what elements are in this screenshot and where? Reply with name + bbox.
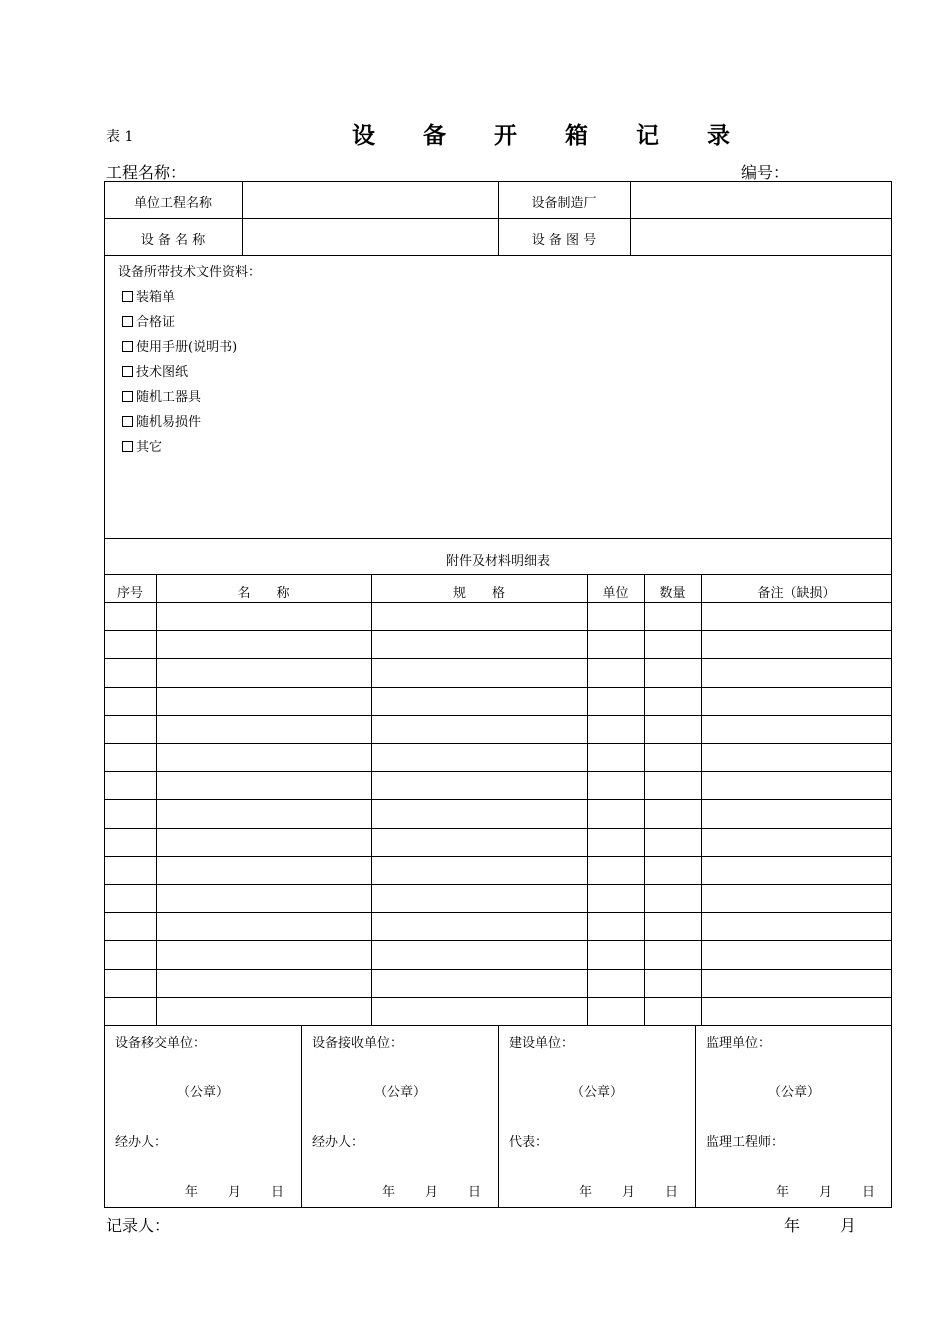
table-number: 表 1 [106,129,134,145]
sign-date: 年 月 日 [382,1185,482,1200]
doc-item-tools: 随机工器具 [118,385,261,410]
divider [644,574,645,1026]
signature-transfer-unit [105,1026,301,1208]
table-row [104,856,892,857]
doc-item-packing-list: 装箱单 [118,285,261,310]
divider [104,255,892,256]
project-name-label: 工程名称： [106,163,187,182]
unit-label: 设备移交单位： [115,1036,207,1051]
record-date: 年 月 [784,1216,857,1235]
divider [701,574,702,1026]
checkbox-icon[interactable] [122,316,133,327]
person-label: 代表： [509,1135,549,1150]
doc-item-manual: 使用手册(说明书) [118,335,261,360]
column-header-name: 名 称 [237,586,290,601]
signature-supervision-unit [696,1026,892,1208]
divider [371,574,372,1026]
table-row [104,940,892,941]
table-row [104,997,892,998]
column-header-spec: 规 格 [452,586,505,601]
unit-project-name-label: 单位工程名称 [133,196,212,211]
seal-label: （公章） [767,1085,820,1100]
recorder-label: 记录人： [106,1216,171,1235]
column-header-unit: 单位 [602,586,629,601]
divider [104,574,892,575]
tech-docs-title: 设备所带技术文件资料： [118,265,262,280]
divider [630,181,631,255]
column-header-remark: 备注（缺损） [757,586,836,601]
checkbox-icon[interactable] [122,291,133,302]
divider [587,574,588,1026]
seal-label: （公章） [176,1085,229,1100]
table-row [104,715,892,716]
divider [242,181,243,255]
divider [156,574,157,1026]
sign-date: 年 月 日 [776,1185,876,1200]
serial-number-label: 编号： [741,163,790,182]
table-row [104,912,892,913]
drawing-number-label: 设 备 图 号 [531,233,597,248]
table-row [104,630,892,631]
person-label: 监理工程师： [706,1135,785,1150]
unit-label: 设备接收单位： [312,1036,404,1051]
table-row [104,771,892,772]
checkbox-icon[interactable] [122,441,133,452]
manufacturer-label: 设备制造厂 [531,196,597,211]
table-row [104,658,892,659]
table-row [104,687,892,688]
unit-label: 监理单位： [706,1036,772,1051]
materials-title: 附件及材料明细表 [445,554,550,569]
tech-docs-section [118,260,261,460]
divider [104,538,892,539]
person-label: 经办人： [115,1135,168,1150]
table-row [104,884,892,885]
column-header-seq: 序号 [116,586,143,601]
checkbox-icon[interactable] [122,391,133,402]
seal-label: （公章） [373,1085,426,1100]
equipment-name-label: 设 备 名 称 [140,233,206,248]
checkbox-icon[interactable] [122,416,133,427]
table-row [104,602,892,603]
column-header-qty: 数量 [659,586,686,601]
doc-item-drawings: 技术图纸 [118,360,261,385]
seal-label: （公章） [570,1085,623,1100]
person-label: 经办人： [312,1135,365,1150]
unit-label: 建设单位： [509,1036,575,1051]
table-row [104,828,892,829]
table-row [104,799,892,800]
document-title: 设 备 开 箱 记 录 [352,122,751,149]
table-row [104,969,892,970]
doc-item-spare-parts: 随机易损件 [118,410,261,435]
sign-date: 年 月 日 [185,1185,285,1200]
signature-construction-unit [499,1026,695,1208]
table-row [104,743,892,744]
signature-receiving-unit [302,1026,498,1208]
sign-date: 年 月 日 [579,1185,679,1200]
checkbox-icon[interactable] [122,366,133,377]
checkbox-icon[interactable] [122,341,133,352]
doc-item-certificate: 合格证 [118,310,261,335]
doc-item-others: 其它 [118,435,261,460]
